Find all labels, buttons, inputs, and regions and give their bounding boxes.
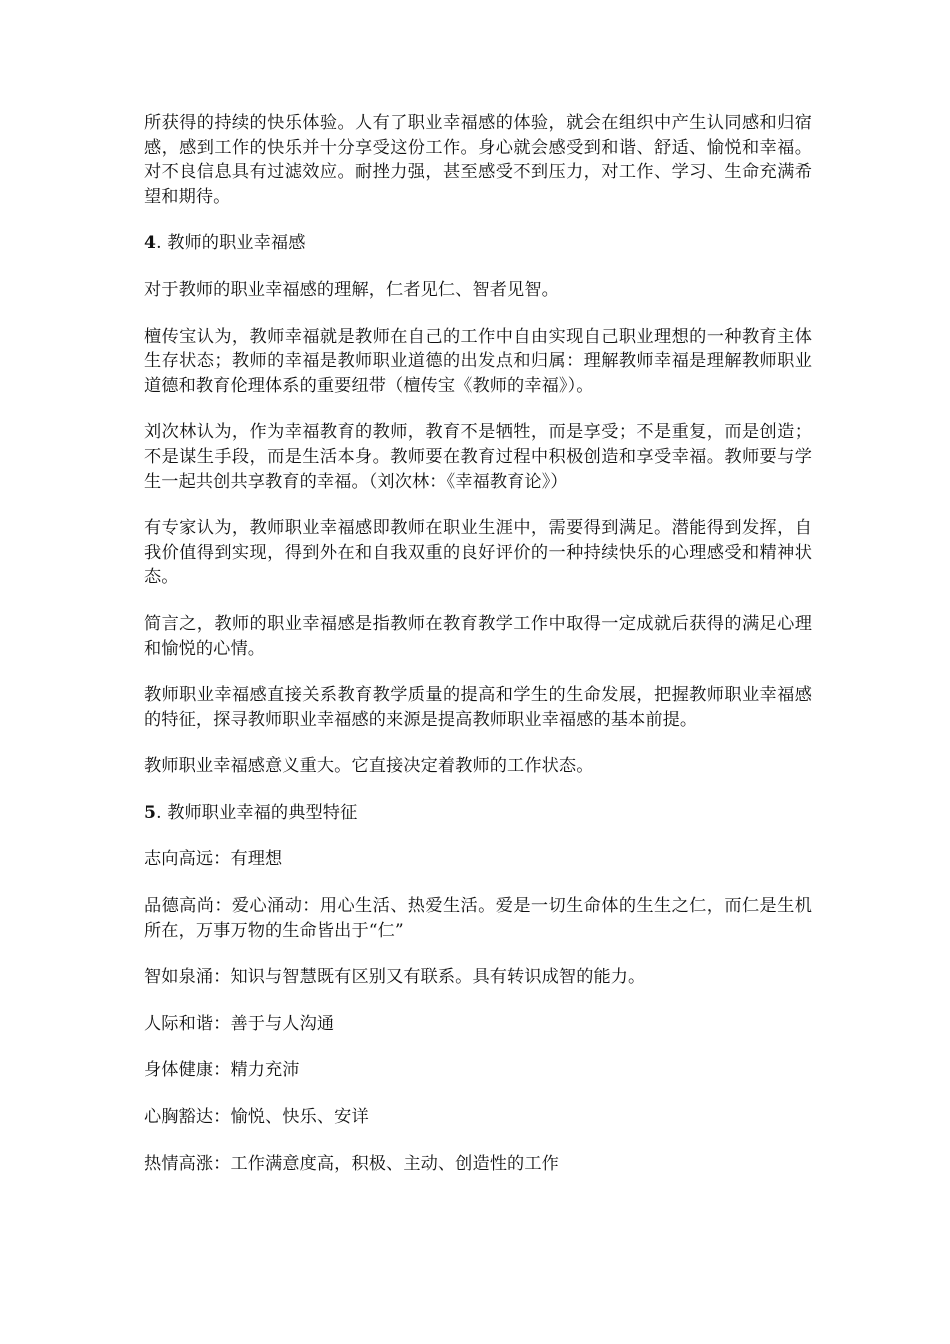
paragraph-summary: 简言之，教师的职业幸福感是指教师在教育教学工作中取得一定成就后获得的满足心理和愉悦的心情。	[144, 613, 812, 659]
feature-item-health: 身体健康：精力充沛	[144, 1060, 300, 1081]
section-number-separator: .	[156, 233, 168, 254]
paragraph-intro-continuation: 所获得的持续的快乐体验。人有了职业幸福感的体验，就会在组织中产生认同感和归宿感，感到工作的快乐并十分享受这份工作。身心就会感受到和谐、舒适、愉悦和幸福。对不良信息具有过滤效应。耐挫力强，甚至感受不到压力，对工作、学习、生命充满希望和期待。	[144, 113, 812, 207]
feature-item-enthusiasm: 热情高涨：工作满意度高，积极、主动、创造性的工作	[144, 1153, 559, 1174]
feature-item-relationships: 人际和谐：善于与人沟通	[144, 1013, 335, 1034]
section-number-separator: .	[156, 802, 168, 823]
section-heading-5	[144, 801, 812, 826]
section-number: 5	[144, 802, 157, 823]
paragraph-importance: 教师职业幸福感意义重大。它直接决定着教师的工作状态。	[144, 756, 594, 777]
section-number: 4	[144, 233, 157, 254]
feature-item-wisdom: 智如泉涌：知识与智慧既有区别又有联系。具有转识成智的能力。	[144, 967, 646, 988]
paragraph-expert-view: 有专家认为，教师职业幸福感即教师在职业生涯中，需要得到满足。潜能得到发挥，自我价值得到实现，得到外在和自我双重的良好评价的一种持续快乐的心理感受和精神状态。	[144, 518, 812, 588]
paragraph-tan-chuanbao: 檀传宝认为，教师幸福就是教师在自己的工作中自由实现自己职业理想的一种教育主体生存状态；教师的幸福是教师职业道德的出发点和归属：理解教师幸福是理解教师职业道德和教育伦理体系的重要纽带（檀传宝《教师的幸福》）。	[144, 326, 812, 396]
feature-item-openness: 心胸豁达：愉悦、快乐、安详	[144, 1107, 369, 1128]
section-heading-4	[144, 231, 812, 256]
section-title: 教师的职业幸福感	[167, 233, 306, 254]
feature-item-virtue: 品德高尚：爱心涌动：用心生活、热爱生活。爱是一切生命体的生生之仁，而仁是生机所在，万事万物的生命皆出于“仁”	[144, 896, 812, 941]
document-page	[144, 111, 812, 1176]
paragraph-significance: 教师职业幸福感直接关系教育教学质量的提高和学生的生命发展，把握教师职业幸福感的特征，探寻教师职业幸福感的来源是提高教师职业幸福感的基本前提。	[144, 685, 812, 730]
paragraph-understanding: 对于教师的职业幸福感的理解，仁者见仁、智者见智。	[144, 279, 559, 300]
section-title: 教师职业幸福的典型特征	[167, 802, 358, 823]
feature-item-ambition: 志向高远：有理想	[144, 849, 283, 870]
paragraph-liu-cilin: 刘次林认为，作为幸福教育的教师，教育不是牺牲，而是享受；不是重复，而是创造；不是谋生手段，而是生活本身。教师要在教育过程中积极创造和享受幸福。教师要与学生一起共创共享教育的幸福。（刘次林：《幸福教育论》）	[144, 422, 812, 492]
